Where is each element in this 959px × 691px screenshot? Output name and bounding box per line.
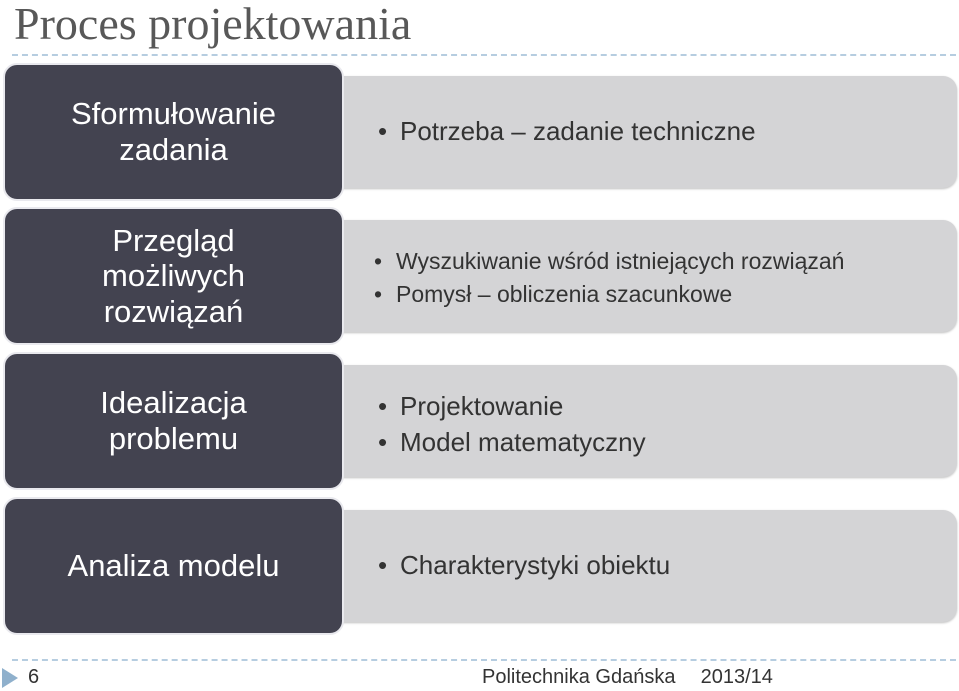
footer-institution (482, 666, 773, 689)
title-divider (12, 54, 956, 56)
step-box-2 (3, 207, 344, 345)
bullet-item: • Potrzeba – zadanie techniczne (378, 115, 756, 147)
step-row-1 (0, 63, 959, 201)
bullet-item: • Charakterystyki obiektu (378, 547, 670, 583)
step-row-2 (0, 207, 959, 345)
step-row-4 (0, 497, 959, 635)
step-box-1 (3, 63, 344, 201)
step-row-3 (0, 352, 959, 490)
step-label-line: Idealizacja (100, 385, 247, 421)
step-bullets-1 (378, 115, 756, 147)
step-label-line: problemu (108, 421, 239, 456)
step-bullets-2 (374, 245, 844, 311)
bullet-item: • Wyszukiwanie wśród istniejących rozwiązań (374, 245, 844, 278)
step-label-line: Sformułowanie (70, 96, 277, 132)
footer-divider (12, 659, 956, 661)
step-label-line: zadania (119, 132, 228, 167)
step-box-3 (3, 352, 344, 490)
footer-page-number: 6 (28, 666, 40, 688)
bullet-item: • Model matematyczny (378, 424, 646, 460)
slide-title: Proces projektowania (14, 0, 412, 49)
footer-year: 2013/14 (700, 666, 773, 688)
step-bullets-3 (378, 388, 646, 460)
step-label-line: Przegląd (112, 222, 235, 258)
step-box-4 (3, 497, 344, 635)
step-bullets-4 (378, 547, 670, 583)
step-label-line: rozwiązań (103, 293, 244, 329)
bullet-item: • Projektowanie (378, 388, 646, 424)
bullet-item: • Pomysł – obliczenia szacunkowe (374, 278, 844, 311)
footer-institution-name: Politechnika Gdańska (482, 666, 676, 688)
step-label-line: Analiza modelu (67, 548, 280, 584)
footer-arrow-icon (2, 668, 18, 688)
step-label-line: możliwych (102, 258, 245, 294)
